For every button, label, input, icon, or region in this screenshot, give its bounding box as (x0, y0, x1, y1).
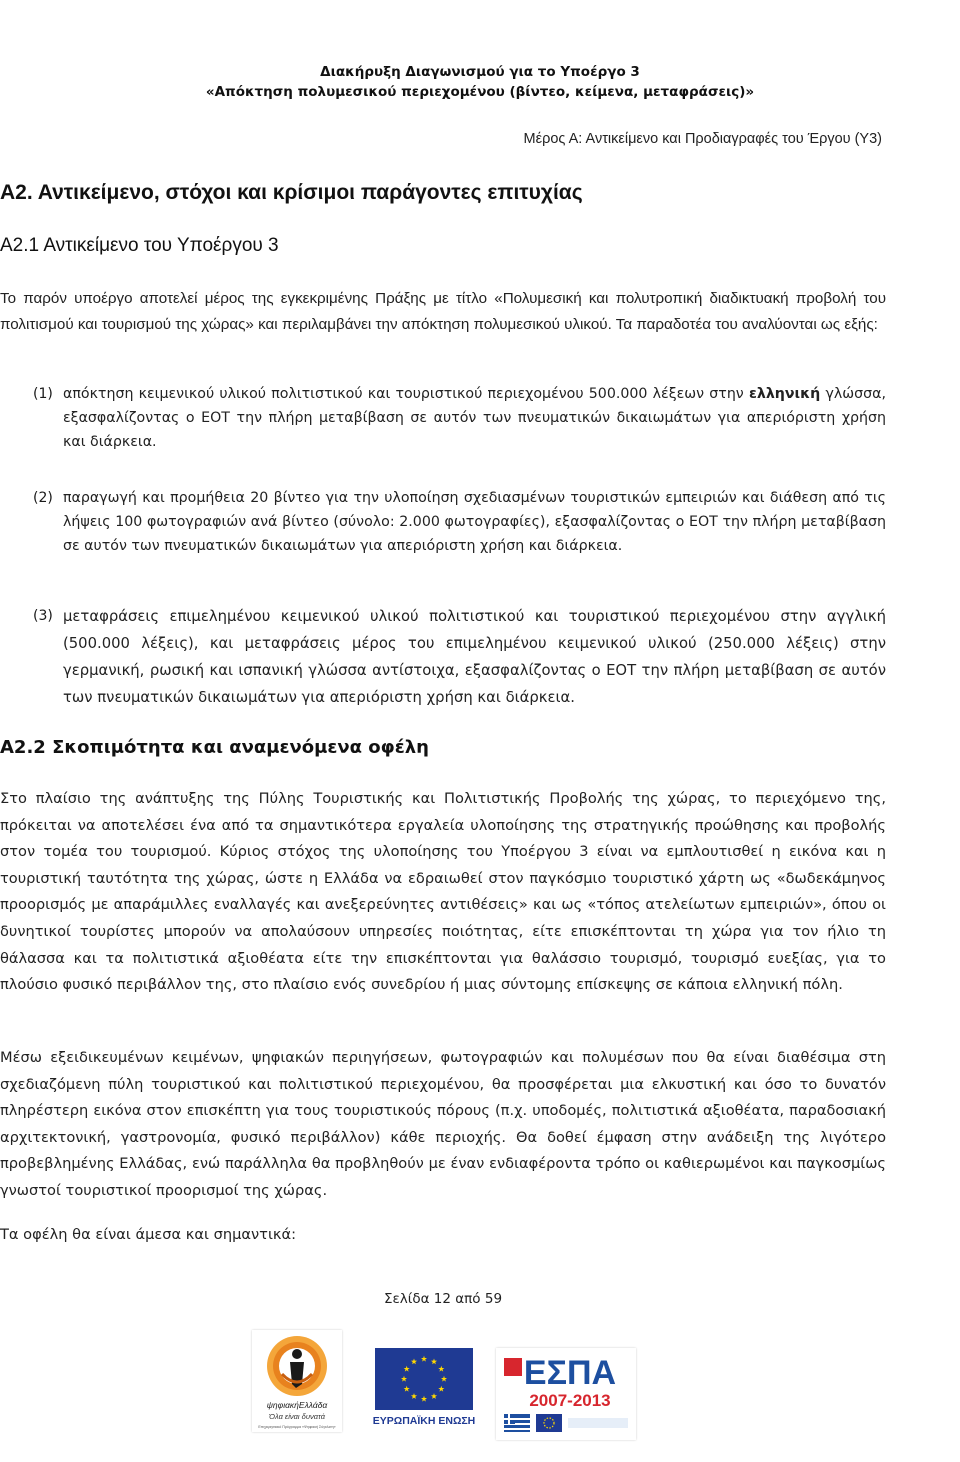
heading-a2-1: Α2.1 Αντικείμενο του Υποέργου 3 (0, 235, 279, 256)
svg-text:2007-2013: 2007-2013 (529, 1391, 611, 1410)
document-header (0, 62, 960, 102)
deliverable-item-1 (33, 382, 886, 454)
espa-emblem-icon (496, 1348, 636, 1440)
svg-text:Όλα είναι δυνατά: Όλα είναι δυνατά (269, 1412, 325, 1421)
page-number: Σελίδα 12 από 59 (383, 1291, 503, 1307)
deliverable-item-3 (33, 603, 886, 711)
intro-paragraph: Το παρόν υποέργο αποτελεί μέρος της εγκεκριμένης Πράξης με τίτλο «Πολυμεσική και πολυτροπική διαδικτυακή προβολή του πολιτισμού και τουρισμού της χώρας» και περιλαμβάνει την απόκτηση πολυμεσικού υλικού. Τα παραδοτέα του αναλύονται ως εξής: (0, 290, 886, 333)
header-title-line1: Διακήρυξη Διαγωνισμού για το Υποέργο 3 (320, 64, 640, 80)
body-paragraph-2: Μέσω εξειδικευμένων κειμένων, ψηφιακών περιηγήσεων, φωτογραφιών και πολυμέσων που θα είναι διαθέσιμα στη σχεδιαζόμενη πύλη τουριστικού και πολιτιστικού περιεχομένου, θα προσφέρεται μια ελκυστική και όσο το δυνατόν πληρέστερη εικόνα στον επισκέπτη για τους τουριστικούς πόρους (π.χ. υποδομές, πολιτιστικά αξιοθέατα, παραδοσιακή αρχιτεκτονική, γαστρονομία, φυσικό περιβάλλον) κάθε περιοχής. Θα δοθεί έμφαση στην ανάδειξη της λιγότερο προβεβλημένης Ελλάδας, ενώ παράλληλα θα προβληθούν με έναν ενδιαφέροντα τρόπο οι καθιερωμένοι και παγκοσμίως γνωστοί τουριστικοί προορισμοί της χώρας. (0, 1049, 886, 1199)
item-text: μεταφράσεις επιμελημένου κειμενικού υλικού πολιτιστικού και τουριστικού περιεχομένου στην αγγλική (500.000 λέξεις), και μεταφράσεις μέρος του επιμελημένου κειμενικού υλικού (250.000 λέξεις) στην γερμανική, ρωσική και ισπανική γλώσσα αντίστοιχα, εξασφαλίζοντας ο ΕΟΤ την πλήρη μεταβίβαση σε αυτόν των πνευματικών δικαιωμάτων για απεριόριστη χρήση και διάρκεια. (63, 608, 886, 706)
section-reference: Μέρος Α: Αντικείμενο και Προδιαγραφές του Έργου (Υ3) (523, 131, 882, 147)
digital-greece-logo (252, 1330, 342, 1432)
svg-text:ΕΣΠΑ: ΕΣΠΑ (523, 1354, 617, 1392)
body-paragraph-3: Τα οφέλη θα είναι άμεσα και σημαντικά: (0, 1226, 297, 1243)
digital-greece-emblem-icon (252, 1330, 342, 1432)
heading-a2: Α2. Αντικείμενο, στόχοι και κρίσιμοι παράγοντες επιτυχίας (0, 181, 583, 204)
item-number: (2) (33, 490, 53, 506)
heading-a2-2: Α2.2 Σκοπιμότητα και αναμενόμενα οφέλη (0, 737, 429, 758)
svg-text:Επιχειρησιακό Πρόγραμμα «Ψηφια: Επιχειρησιακό Πρόγραμμα «Ψηφιακή Σύγκλιση» (258, 1425, 336, 1429)
svg-text:ΕΥΡΩΠΑΪΚΗ ΕΝΩΣΗ: ΕΥΡΩΠΑΪΚΗ ΕΝΩΣΗ (373, 1415, 475, 1427)
body-paragraph-1: Στο πλαίσιο της ανάπτυξης της Πύλης Τουριστικής και Πολιτιστικής Προβολής της χώρας, το περιεχόμενο της, πρόκειται να αποτελέσει ένα από τα σημαντικότερα εργαλεία υλοποίησης της στρατηγικής προώθησης και προβολής στον τομέα του τουρισμού. Κύριος στόχος της υλοποίησης του Υποέργου 3 είναι να εμπλουτισθεί η εικόνα και η τουριστική ταυτότητα της χώρας, ώστε η Ελλάδα να εδραιωθεί στον παγκόσμιο τουριστικό χάρτη ως «δωδεκάμηνος προορισμός με απαράμιλλες εναλλαγές και ανεξερεύνητες αντιθέσεις» και ως «τόπος ατελείωτων εμπειριών», όπου οι δυνητικοί τουρίστες μπορούν να απολαύσουν υπηρεσίες ποιότητας, είτε επισκέπτονται τη χώρα για τον ήλιο τη θάλασσα και τα πολιτιστικά αξιοθέατα είτε την επισκέπτονται για θαλάσσιο τουρισμό, τουρισμό ευεξίας, για το πλούσιο φυσικό περιβάλλον της, στο πλαίσιο ενός συνεδρίου ή μιας σύντομης επίσκεψης σε κάποια ελληνική πόλη. (0, 790, 886, 994)
item-text: απόκτηση κειμενικού υλικού πολιτιστικού και τουριστικού περιεχομένου 500.000 λέξεων στην ελληνική γλώσσα, εξασφαλίζοντας ο ΕΟΤ την πλήρη μεταβίβαση σε αυτόν των πνευματικών δικαιωμάτων για απεριόριστη χρήση και διάρκεια. (63, 386, 886, 450)
emphasis-greek: ελληνική (748, 386, 821, 402)
eu-logo (373, 1346, 475, 1434)
deliverable-item-2 (33, 486, 886, 558)
item-text: παραγωγή και προμήθεια 20 βίντεο για την υλοποίηση σχεδιασμένων τουριστικών εμπειριών και διάθεση από τις λήψεις 100 φωτογραφιών ανά βίντεο (σύνολο: 2.000 φωτογραφίες), εξασφαλίζοντας ο ΕΟΤ την πλήρη μεταβίβαση σε αυτόν των πνευματικών δικαιωμάτων για απεριόριστη χρήση και διάρκεια. (63, 490, 886, 554)
item-number: (3) (33, 608, 53, 624)
eu-flag-icon (373, 1346, 475, 1434)
item-number: (1) (33, 386, 53, 402)
espa-logo (496, 1348, 636, 1440)
svg-text:ψηφιακήΕλλάδα: ψηφιακήΕλλάδα (266, 1400, 328, 1410)
header-title-line2: «Απόκτηση πολυμεσικού περιεχομένου (βίντεο, κείμενα, μεταφράσεις)» (205, 84, 755, 100)
